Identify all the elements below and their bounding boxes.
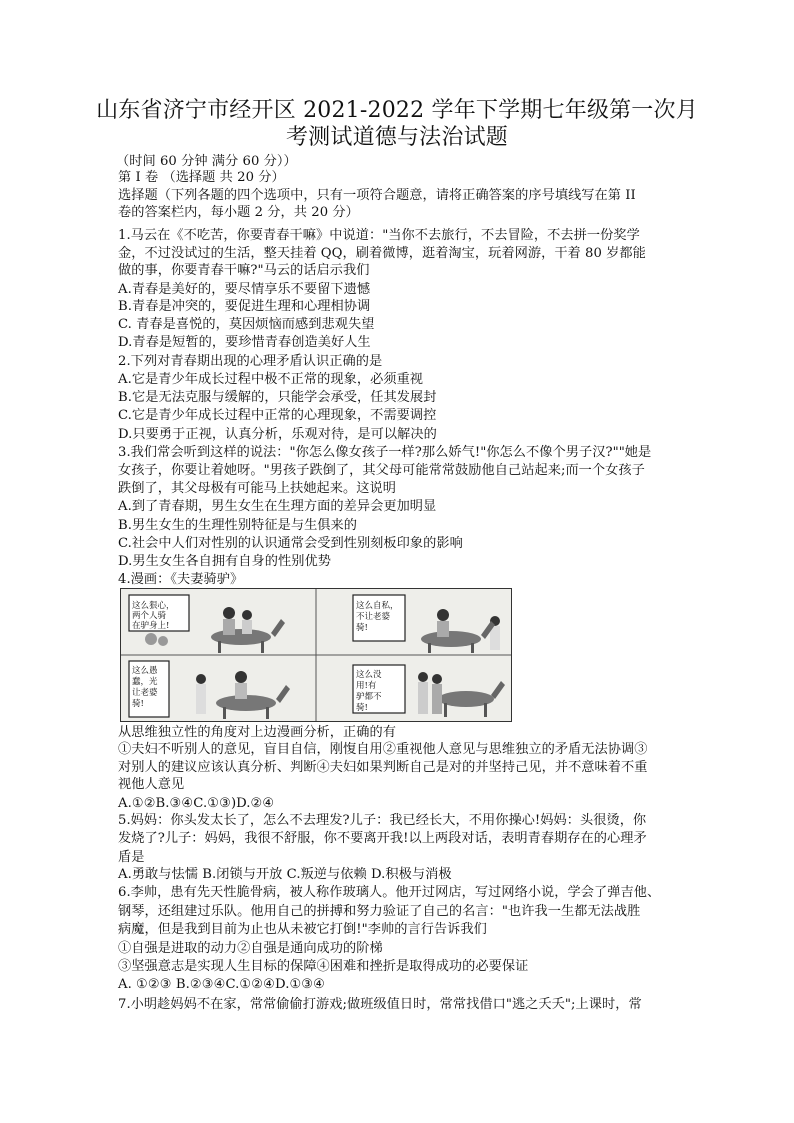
exam-line-19: 跌倒了，其父母极有可能马上扶她起来。这说明 <box>118 481 396 496</box>
bubble-3-line-1: 这么愚 <box>132 666 158 676</box>
bubble-1-line-2: 两个人骑 <box>132 611 167 621</box>
exam-line-35: 钢琴，还组建过乐队。他用自己的拼搏和努力验证了自己的名言："也许我一生都无法战胜 <box>118 904 641 919</box>
exam-line-24: 4.漫画：《夫妻骑驴》 <box>118 572 244 587</box>
exam-line-21: B.男生女生的生理性别特征是与生俱来的 <box>118 518 358 533</box>
exam-line-30: 5.妈妈：你头发太长了，怎么不去理发?儿子：我已经长大，不用你操心!妈妈：头很烫，你 <box>118 813 647 828</box>
exam-line-3: 选择题（下列各题的四个选项中，只有一项符合题意，请将正确答案的序号填线写在第 II <box>118 188 636 203</box>
exam-line-29: A.①②B.③④C.①③)D.②④ <box>118 796 275 811</box>
exam-line-16: D.只要勇于正视，认真分析，乐观对待，是可以解决的 <box>118 427 437 442</box>
exam-line-6: 金，不过没试过的生活，整天挂着 QQ，刷着微博，逛着淘宝，玩着网游，干着 80 岁都能 <box>118 246 646 261</box>
bubble-4-line-3: 驴都不 <box>356 692 382 702</box>
exam-line-15: C.它是青少年成长过程中正常的心理现象，不需要调控 <box>118 408 437 423</box>
exam-line-40: 7.小明趁妈妈不在家，常常偷偷打游戏;做班级值日时，常常找借口"逃之夭夭";上课时，常 <box>118 997 642 1012</box>
cartoon-couple-riding-donkey <box>120 588 512 722</box>
bubble-2-line-2: 不让老婆 <box>356 612 391 622</box>
exam-line-36: 病魔，但是我到目前为止也从未被它打倒!"李帅的言行告诉我们 <box>118 922 487 937</box>
exam-line-38: ③坚强意志是实现人生目标的保障④困难和挫折是取得成功的必要保证 <box>118 959 529 974</box>
exam-line-23: D.男生女生各自拥有自身的性别优势 <box>118 554 331 569</box>
exam-line-1: （时间 60 分钟 满分 60 分）） <box>116 154 297 169</box>
exam-line-12: 2.下列对青春期出现的心理矛盾认识正确的是 <box>118 354 383 369</box>
bubble-1-line-3: 在驴身上! <box>132 621 170 631</box>
exam-line-25: 从思维独立性的角度对上边漫画分析，正确的有 <box>118 725 396 740</box>
exam-line-34: 6.李帅，患有先天性脆骨病，被人称作玻璃人。他开过网店，写过网络小说，学会了弹吉他、 <box>118 885 661 900</box>
exam-line-18: 女孩子，你要让着她呀。"男孩子跌倒了，其父母可能常常鼓励他自己站起来;而一个女孩子 <box>118 463 645 478</box>
exam-line-11: D.青春是短暂的，要珍惜青春创造美好人生 <box>118 335 371 350</box>
exam-line-9: B.青春是冲突的，要促进生理和心理相协调 <box>118 299 371 314</box>
exam-line-33: A.勇敢与怯懦 B.闭锁与开放 C.叛逆与依赖 D.积极与消极 <box>118 867 452 882</box>
exam-line-27: 对别人的建议应该认真分析、判断④夫妇如果判断自己是对的并坚持己见，并不意味着不重 <box>118 760 648 775</box>
exam-line-17: 3.我们常会听到这样的说法："你怎么像女孩子一样?那么娇气!"你怎么不像个男子汉?""她是 <box>118 445 652 460</box>
bubble-4-line-2: 用!有 <box>356 681 377 691</box>
exam-line-22: C.社会中人们对性别的认识通常会受到性别刻板印象的影响 <box>118 536 463 551</box>
exam-line-26: ①夫妇不听别人的意见，盲目自信，刚愎自用②重视他人意见与思维独立的矛盾无法协调③ <box>118 742 648 757</box>
bubble-2-line-1: 这么自私， <box>356 601 399 611</box>
exam-line-4: 卷的答案栏内，每小题 2 分，共 20 分） <box>118 205 359 220</box>
exam-title-line-2: 考测试道德与法治试题 <box>285 125 508 150</box>
exam-line-14: B.它是无法克服与缓解的，只能学会承受，任其发展封 <box>118 390 437 405</box>
bubble-4-line-1: 这么没 <box>356 670 382 680</box>
bubble-3-line-2: 蠢，光 <box>132 677 158 687</box>
exam-line-10: C. 青春是喜悦的，莫因烦恼而感到悲观失望 <box>118 317 375 332</box>
bubble-3-line-3: 让老婆 <box>132 688 158 698</box>
exam-line-31: 发烧了?儿子：妈妈，我很不舒服，你不要离开我!以上两段对话，表明青春期存在的心理矛 <box>118 831 647 846</box>
cartoon-illustration <box>121 589 511 721</box>
exam-line-8: A.青春是美好的，要尽情享乐不要留下遗憾 <box>118 282 371 297</box>
exam-line-39: A. ①②③ B.②③④C.①②④D.①③④ <box>118 977 326 992</box>
exam-line-5: 1.马云在《不吃苦，你要青春干嘛》中说道："当你不去旅行，不去冒险，不去拼一份奖学 <box>118 228 640 243</box>
bubble-3-line-4: 骑! <box>132 699 144 709</box>
exam-line-20: A.到了青春期，男生女生在生理方面的差异会更加明显 <box>118 499 437 514</box>
exam-line-7: 做的事，你要青春干嘛?"马云的话启示我们 <box>118 263 370 278</box>
bubble-1-line-1: 这么狠心， <box>132 601 175 611</box>
bubble-4-line-4: 骑! <box>356 703 368 713</box>
bubble-2-line-3: 骑! <box>356 623 368 633</box>
exam-line-2: 第 Ⅰ 卷 （选择题 共 20 分） <box>118 170 285 185</box>
exam-line-32: 盾是 <box>118 850 145 865</box>
exam-line-28: 视他人意见 <box>118 777 185 792</box>
exam-line-13: A.它是青少年成长过程中极不正常的现象，必须重视 <box>118 372 424 387</box>
exam-line-37: ①自强是进取的动力②自强是通向成功的阶梯 <box>118 941 383 956</box>
exam-title-line-1: 山东省济宁市经开区 2021-2022 学年下学期七年级第一次月 <box>96 98 698 123</box>
